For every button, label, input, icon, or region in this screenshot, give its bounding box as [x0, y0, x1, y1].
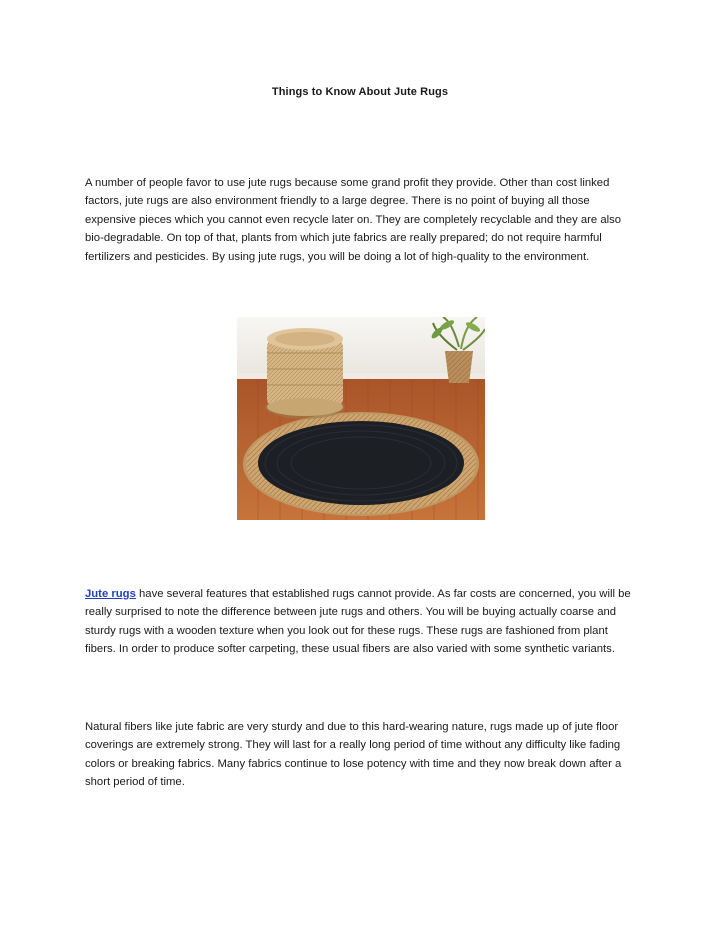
jute-rug-photo: [237, 317, 485, 520]
document-title: Things to Know About Jute Rugs: [271, 86, 449, 98]
pouf-icon: [265, 328, 345, 419]
paragraph-features-text: have several features that established rugs cannot provide. As far costs are concerned, you will be really surprised to note the difference between jute rugs and others. You will be buying actually coarse and sturdy rugs with a wooden texture when you look out for these rugs. These rugs are fashioned from plant fibers. In order to produce softer carpeting, these usual fibers are also varied with some synthetic variants.: [85, 588, 631, 656]
paragraph-durability: Natural fibers like jute fabric are very sturdy and due to this hard-wearing nature, rugs made up of jute floor coverings are extremely strong. They will last for a really long period of time without any difficulty like fading colors or breaking fabrics. Many fabrics continue to lose potency with time and they now break down after a short period of time.: [85, 721, 622, 789]
paragraph-intro: A number of people favor to use jute rugs because some grand profit they provide. Other than cost linked factors, jute rugs are also environment friendly to a large degree. There is no point of buying all those expensive pieces which you cannot even recycle later on. They are completely recyclable and they are also bio-degradable. On top of that, plants from which jute fabrics are really prepared; do not require harmful fertilizers and pesticides. By using jute rugs, you will be doing a lot of high-quality to the environment.: [85, 177, 622, 263]
jute-rugs-link[interactable]: Jute rugs: [85, 588, 136, 600]
paragraph-features: [85, 585, 637, 659]
